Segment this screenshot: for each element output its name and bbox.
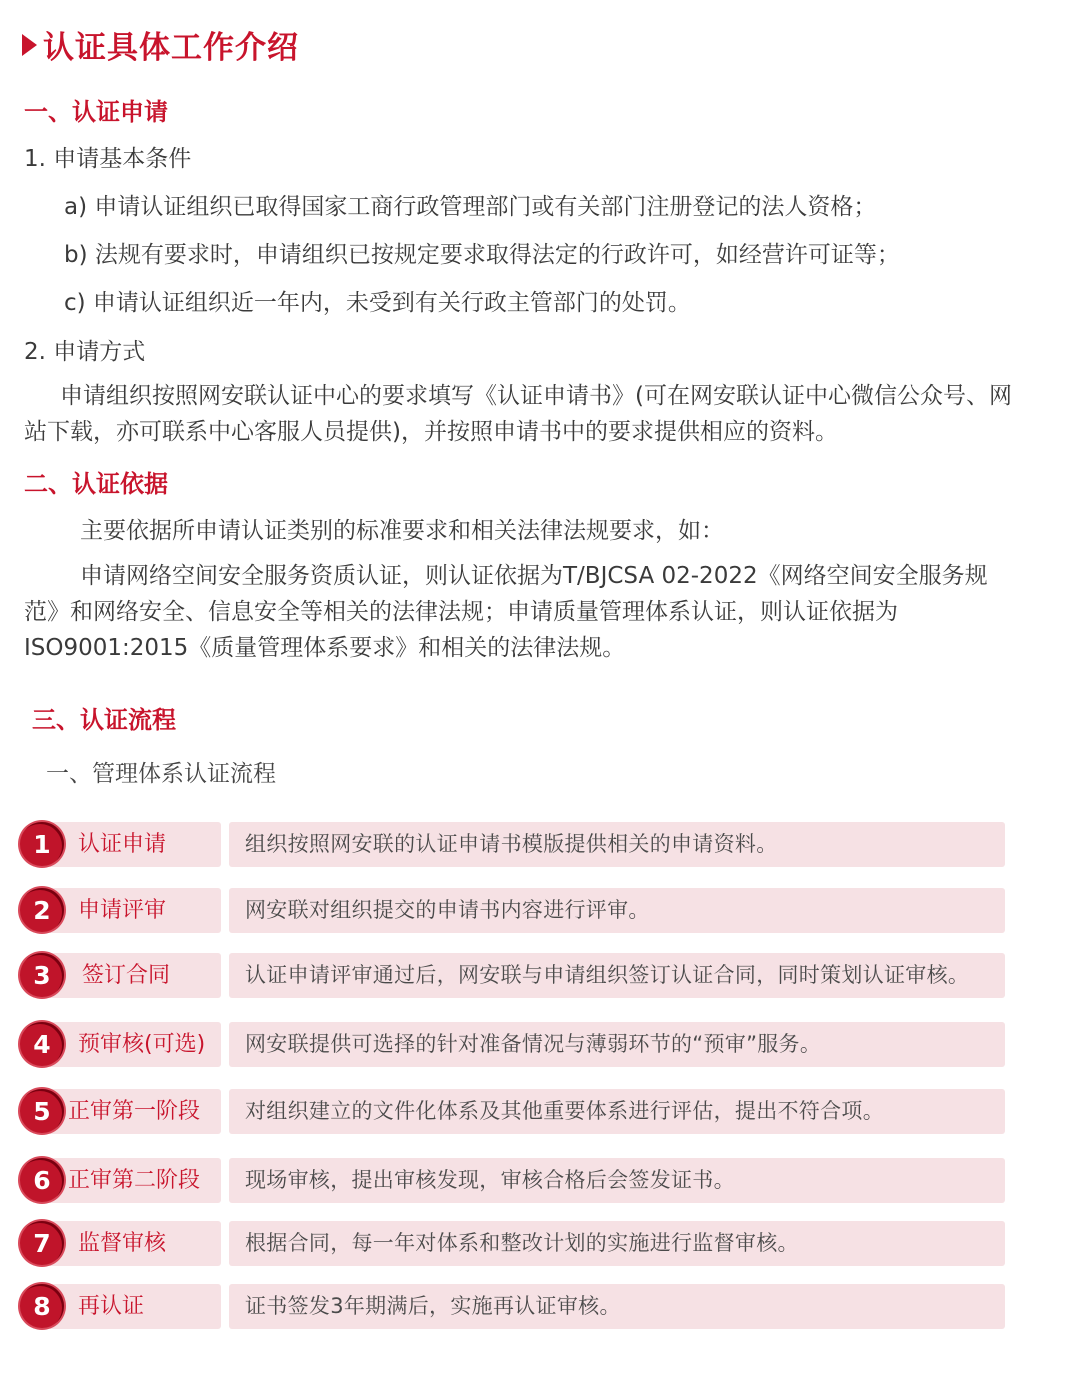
step-number-badge: 8: [20, 1284, 64, 1328]
step-number-badge: 2: [20, 888, 64, 932]
step-label: 预审核(可选): [78, 1032, 206, 1057]
section-heading-application: 一、认证申请: [24, 98, 168, 126]
step-description: 现场审核，提出审核发现，审核合格后会签发证书。: [229, 1158, 1005, 1203]
step-label: 签订合同: [82, 963, 171, 988]
page-title-text: 认证具体工作介绍: [43, 30, 299, 66]
step-number-badge: 6: [20, 1158, 64, 1202]
step-label: 申请评审: [78, 898, 167, 923]
condition-item-c: c) 申请认证组织近一年内，未受到有关行政主管部门的处罚。: [64, 290, 691, 316]
step-description: 网安联提供可选择的针对准备情况与薄弱环节的“预审”服务。: [229, 1022, 1005, 1067]
basis-paragraph: 申请网络空间安全服务资质认证，则认证依据为T/BJCSA 02-2022《网络空间安全服务规范》和网络安全、信息安全等相关的法律法规；申请质量管理体系认证，则认证依据为ISO9001:2015《质量管理体系要求》和相关的法律法规。: [24, 563, 988, 661]
step-number-badge: 7: [20, 1221, 64, 1265]
step-description: 根据合同，每一年对体系和整改计划的实施进行监督审核。: [229, 1221, 1005, 1266]
step-number-badge: 1: [20, 822, 64, 866]
step-description: 对组织建立的文件化体系及其他重要体系进行评估，提出不符合项。: [229, 1089, 1005, 1134]
section-heading-basis: 二、认证依据: [24, 470, 168, 498]
step-number-badge: 4: [20, 1022, 64, 1066]
sub-heading-conditions: 1. 申请基本条件: [24, 146, 192, 172]
step-label: 监督审核: [78, 1231, 167, 1256]
condition-item-b: b) 法规有要求时，申请组织已按规定要求取得法定的行政许可，如经营许可证等；: [64, 242, 900, 268]
step-label: 再认证: [78, 1294, 145, 1319]
step-description: 证书签发3年期满后，实施再认证审核。: [229, 1284, 1005, 1329]
application-method-paragraph: 申请组织按照网安联认证中心的要求填写《认证申请书》(可在网安联认证中心微信公众号、网站下载，亦可联系中心客服人员提供)，并按照申请书中的要求提供相应的资料。: [24, 383, 1012, 445]
triangle-bullet-icon: [22, 34, 37, 56]
sub-heading-method: 2. 申请方式: [24, 339, 146, 365]
step-description: 组织按照网安联的认证申请书模版提供相关的申请资料。: [229, 822, 1005, 867]
step-label: 正审第一阶段: [68, 1099, 201, 1124]
step-description: 认证申请评审通过后，网安联与申请组织签订认证合同，同时策划认证审核。: [229, 953, 1005, 998]
section-heading-process: 三、认证流程: [32, 706, 176, 734]
sub-heading-management-process: 一、管理体系认证流程: [46, 761, 276, 787]
condition-item-a: a) 申请认证组织已取得国家工商行政管理部门或有关部门注册登记的法人资格；: [64, 194, 877, 220]
basis-intro: 主要依据所申请认证类别的标准要求和相关法律法规要求，如：: [80, 518, 724, 544]
step-number-badge: 3: [20, 953, 64, 997]
step-number-badge: 5: [20, 1089, 64, 1133]
step-description: 网安联对组织提交的申请书内容进行评审。: [229, 888, 1005, 933]
step-label: 正审第二阶段: [68, 1168, 201, 1193]
page-title: [22, 22, 299, 67]
step-label: 认证申请: [78, 832, 167, 857]
